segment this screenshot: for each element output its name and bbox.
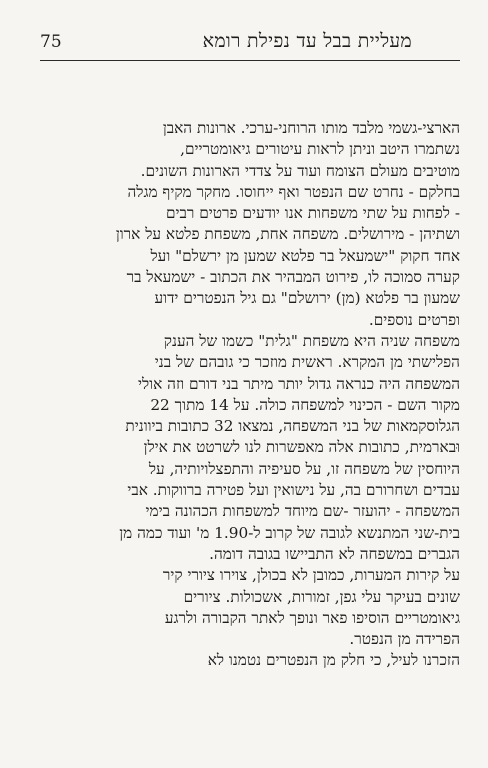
text-line: וּבארמית, כתובות אלה מאפשרות לנו לשרטט את אילן bbox=[143, 438, 460, 457]
text-line: משפחה שניה היא משפחת "גלית" כשמו של הענק bbox=[163, 331, 460, 350]
paragraph bbox=[36, 331, 460, 565]
header-rule bbox=[40, 60, 460, 61]
text-line: נשתמרו היטב וניתן לראות עיטורים גיאומטריים, bbox=[180, 140, 460, 159]
text-line: הארצי-גשמי מלבד מותו הרוחני-ערכי. ארונות האבן bbox=[162, 119, 460, 137]
text-line: המשפחה היה כנראה גדול יותר מיתר בני דורם וזה אולי bbox=[138, 374, 460, 393]
text-line: ופרטים נוספים. bbox=[368, 310, 460, 329]
text-line: - לפחות על שתי משפחות אנו יודעים פרטים רבים bbox=[165, 204, 460, 223]
text-line: הפלישתי מן המקרא. ראשית מוזכר כי גובהם של בני bbox=[154, 353, 460, 372]
page-number: 75 bbox=[40, 32, 62, 52]
text-line: שונים בעיקר עלי גפן, זמורות, אשכולות. ציורים bbox=[183, 587, 460, 606]
text-line: בחלקם - נחרט שם הנפטר ואף ייחוסו. מחקר מקיף מגלה bbox=[127, 182, 460, 201]
text-line: מוטיבים מעולם הצומח ועוד על צדדי הארונות השונים. bbox=[140, 161, 460, 180]
text-line: עבדים ושחרורם בה, על נישואין ועל פטירה ברווקות. אבי bbox=[127, 481, 460, 500]
text-line: הפרידה מן הנפטר. bbox=[349, 630, 460, 649]
text-line: המשפחה - יהועזר -שם מיוחד למשפחות הכהונה בימי bbox=[145, 502, 460, 521]
page-header bbox=[40, 30, 460, 56]
body-text bbox=[36, 118, 460, 672]
text-line: בית-שני המתנשא לגובה של קרוב ל-1.90 מ' ועוד כמה מן bbox=[119, 523, 460, 542]
paragraph bbox=[36, 565, 460, 650]
text-line: על קירות המערות, כמובן לא בכולן, צוירו ציורי קיר bbox=[162, 566, 460, 585]
text-line: מקור השם - הכינוי למשפחה כולה. על 14 מתוך 22 bbox=[150, 395, 460, 414]
text-line: הזכרנו לעיל, כי חלק מן הנפטרים נטמנו לא bbox=[207, 651, 460, 670]
text-line: קערה סמוכה לו, פירוט המבהיר את הכתוב - ישמעאל בר bbox=[126, 268, 460, 287]
text-line: הגברים במשפחה לא התביישו בגובה דומה. bbox=[209, 544, 460, 563]
paragraph bbox=[36, 650, 460, 671]
text-line: שמעון בר פלטא (מן) ירושלם" גם גיל הנפטרים ידוע bbox=[154, 289, 460, 308]
paragraph bbox=[36, 118, 460, 331]
text-line: ושתיהן - מירושלים. משפחה אחת, משפחת פלטא על ארון bbox=[115, 225, 460, 244]
text-line: הגלוסקמאות של בני המשפחה, נמצאו 32 כתובות ביוונית bbox=[125, 417, 460, 436]
running-title: מעליית בבל עד נפילת רומא bbox=[202, 30, 412, 52]
text-line: היוחסין של משפחה זו, על סעיפיה והתפצלויותיה, על bbox=[148, 459, 460, 478]
text-line: אחד חקוק "ישמעאל בר פלטא שמען מן ירשלם" ועל bbox=[150, 246, 460, 265]
text-line: גיאומטריים הוסיפו פאר ונופך לאתר הקבורה ולרגע bbox=[164, 608, 460, 627]
